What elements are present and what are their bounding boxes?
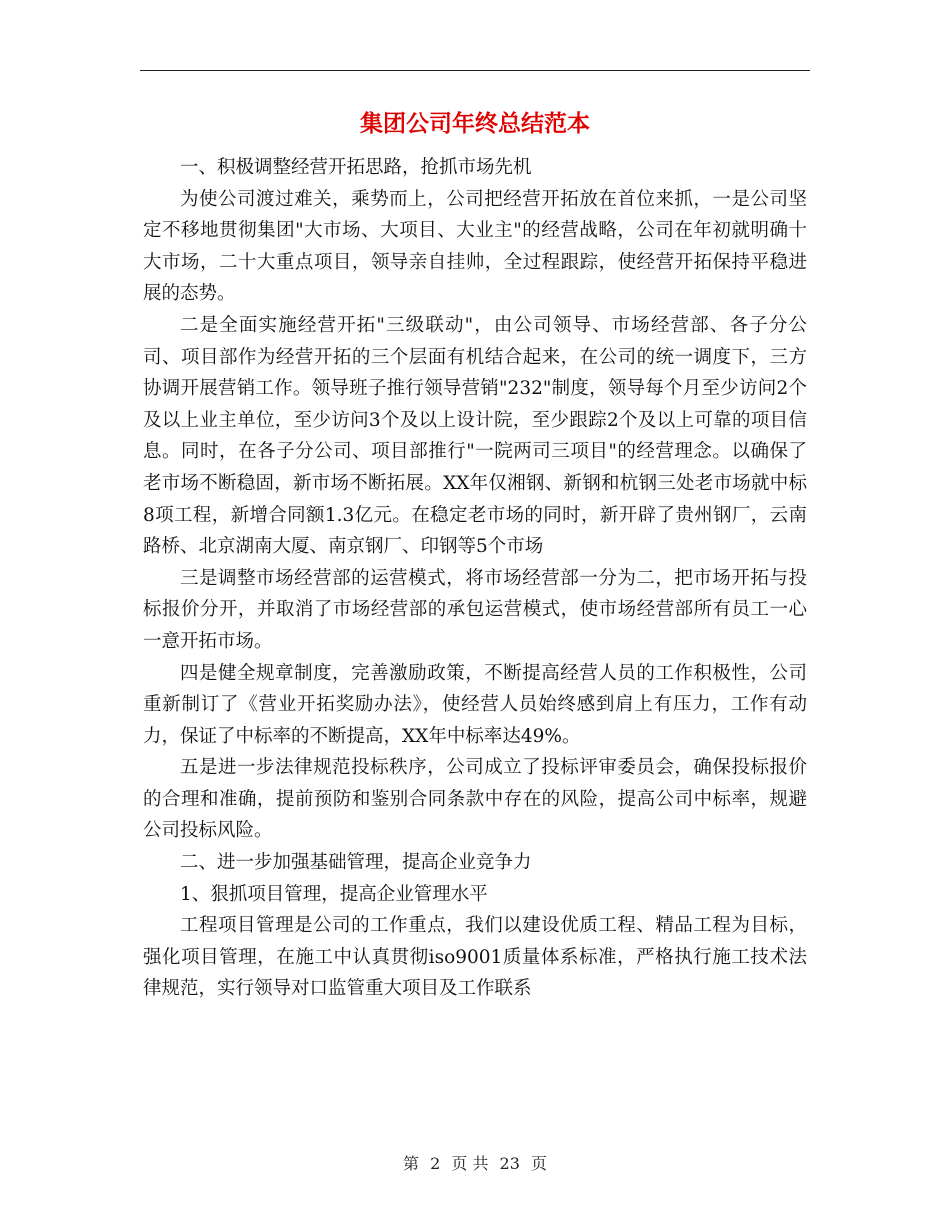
- footer-middle: 页 共: [451, 1154, 489, 1173]
- paragraph: 五是进一步法律规范投标秩序，公司成立了投标评审委员会，确保投标报价的合理和准确，提前预防和鉴别合同条款中存在的风险，提高公司中标率，规避公司投标风险。: [143, 757, 807, 842]
- paragraph: 四是健全规章制度，完善激励政策，不断提高经营人员的工作积极性，公司重新制订了《营业开拓奖励办法》，使经营人员始终感到肩上有压力，工作有动力，保证了中标率的不断提高，XX年中标率达49%。: [143, 662, 807, 747]
- document-title: 集团公司年终总结范本: [360, 110, 590, 137]
- header-rule: [140, 70, 810, 71]
- section-heading-1: 一、积极调整经营开拓思路，抢抓市场先机: [180, 157, 532, 178]
- page-total: 23: [499, 1154, 520, 1173]
- document-body: [143, 152, 807, 1005]
- paragraph: 为使公司渡过难关，乘势而上，公司把经营开拓放在首位来抓，一是公司坚定不移地贯彻集团"大市场、大项目、大业主"的经营战略，公司在年初就明确十大市场，二十大重点项目，领导亲自挂帅，全过程跟踪，使经营开拓保持平稳进展的态势。: [143, 188, 807, 305]
- footer-suffix: 页: [531, 1154, 548, 1173]
- page-footer: [0, 1152, 950, 1176]
- section-heading-2: 二、进一步加强基础管理，提高企业竞争力: [180, 852, 532, 874]
- footer-prefix: 第: [402, 1154, 419, 1173]
- subsection-heading: 1、狠抓项目管理，提高企业管理水平: [180, 883, 488, 905]
- paragraph: 工程项目管理是公司的工作重点，我们以建设优质工程、精品工程为目标，强化项目管理，在施工中认真贯彻iso9001质量体系标准，严格执行施工技术法律规范，实行领导对口监管重大项目及工作联系: [143, 915, 807, 1000]
- page-number: 2: [430, 1154, 441, 1173]
- paragraph: 二是全面实施经营开拓"三级联动"，由公司领导、市场经营部、各子分公司、项目部作为经营开拓的三个层面有机结合起来，在公司的统一调度下，三方协调开展营销工作。领导班子推行领导营销"232"制度，领导每个月至少访问2个及以上业主单位，至少访问3个及以上设计院，至少跟踪2个及以上可靠的项目信息。同时，在各子分公司、项目部推行"一院两司三项目"的经营理念。以确保了老市场不断稳固，新市场不断拓展。XX年仅湘钢、新钢和杭钢三处老市场就中标8项工程，新增合同额1.3亿元。在稳定老市场的同时，新开辟了贵州钢厂，云南路桥、北京湖南大厦、南京钢厂、印钢等5个市场: [143, 314, 807, 558]
- paragraph: 三是调整市场经营部的运营模式，将市场经营部一分为二，把市场开拓与投标报价分开，并取消了市场经营部的承包运营模式，使市场经营部所有员工一心一意开拓市场。: [143, 567, 807, 652]
